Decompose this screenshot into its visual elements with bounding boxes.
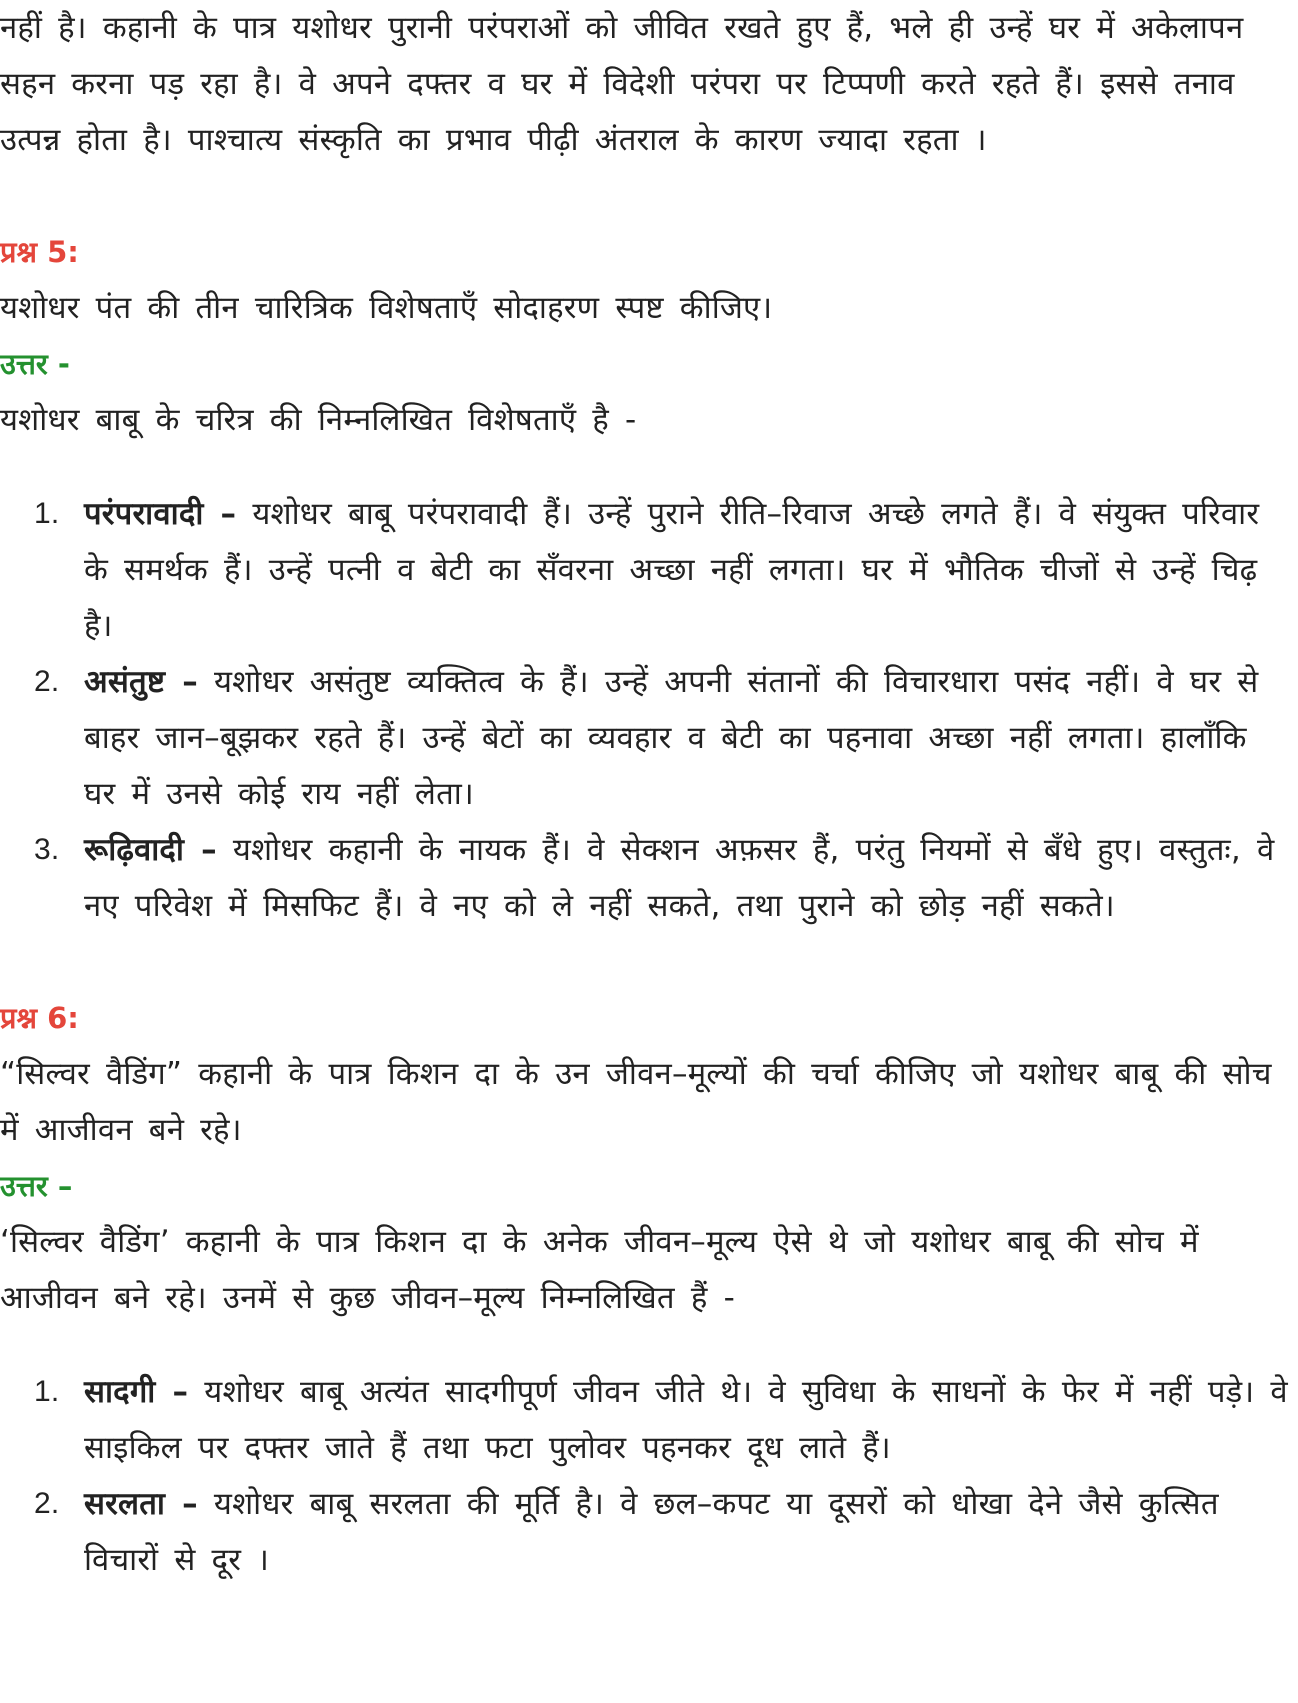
answer-6-intro: ‘सिल्वर वैडिंग’ कहानी के पात्र किशन दा के अनेक जीवन–मूल्य ऐसे थे जो यशोधर बाबू की सोच में आजीवन बने रहे। उनमें से कुछ जीवन–मूल्य निम्नलिखित हैं -: [0, 1224, 1199, 1316]
answer-5-intro: यशोधर बाबू के चरित्र की निम्नलिखित विशेषताएँ है -: [0, 402, 637, 438]
answer-6-list: [0, 1364, 1298, 1588]
list-item-number: 1.: [34, 1375, 60, 1408]
list-gap: [0, 448, 1298, 486]
answer-6-heading: उत्तर –: [0, 1169, 73, 1203]
list-item: [0, 1364, 1298, 1476]
question-5-heading: प्रश्न 5:: [0, 235, 79, 269]
list-item-text: यशोधर बाबू परंपरावादी हैं। उन्हें पुराने रीति–रिवाज अच्छे लगते हैं। वे संयुक्त परिवार के समर्थक हैं। उन्हें पत्नी व बेटी का सँवरना अच्छा नहीं लगता। घर में भौतिक चीजों से उन्हें चिढ़ है।: [84, 496, 1260, 644]
question-6-heading: प्रश्न 6:: [0, 1001, 79, 1035]
list-item-term: परंपरावादी –: [84, 496, 237, 532]
list-item-number: 2.: [34, 1487, 60, 1520]
list-item-term: रूढ़िवादी –: [84, 832, 217, 868]
list-item-term: सरलता –: [84, 1486, 198, 1522]
list-item-text: यशोधर बाबू अत्यंत सादगीपूर्ण जीवन जीते थे। वे सुविधा के साधनों के फेर में नहीं पड़े। वे साइकिल पर दफ्तर जाते हैं तथा फटा पुलोवर पहनकर दूध लाते हैं।: [84, 1374, 1288, 1466]
list-item-text: यशोधर असंतुष्ट व्यक्तित्व के हैं। उन्हें अपनी संतानों की विचारधारा पसंद नहीं। वे घर से बाहर जान–बूझकर रहते हैं। उन्हें बेटों का व्यवहार व बेटी का पहनावा अच्छा नहीं लगता। हालाँकि घर में उनसे कोई राय नहीं लेता।: [84, 664, 1259, 812]
list-item: [0, 486, 1298, 654]
section-gap: [0, 934, 1298, 990]
list-gap: [0, 1326, 1298, 1364]
list-item: [0, 654, 1298, 822]
list-item-term: असंतुष्ट –: [84, 664, 198, 700]
list-item-term: सादगी –: [84, 1374, 189, 1410]
question-5-text: यशोधर पंत की तीन चारित्रिक विशेषताएँ सोदाहरण स्पष्ट कीजिए।: [0, 290, 773, 326]
section-gap: [0, 168, 1298, 224]
answer-5-list: [0, 486, 1298, 934]
intro-paragraph: नहीं है। कहानी के पात्र यशोधर पुरानी परंपराओं को जीवित रखते हुए हैं, भले ही उन्हें घर में अकेलापन सहन करना पड़ रहा है। वे अपने दफ्तर व घर में विदेशी परंपरा पर टिप्पणी करते रहते हैं। इससे तनाव उत्पन्न होता है। पाश्चात्य संस्कृति का प्रभाव पीढ़ी अंतराल के कारण ज्यादा रहता ।: [0, 10, 1244, 158]
list-item-text: यशोधर कहानी के नायक हैं। वे सेक्शन अफ़सर हैं, परंतु नियमों से बँधे हुए। वस्तुतः, वे नए परिवेश में मिसफिट हैं। वे नए को ले नहीं सकते, तथा पुराने को छोड़ नहीं सकते।: [84, 832, 1275, 924]
question-6-text: “सिल्वर वैडिंग” कहानी के पात्र किशन दा के उन जीवन–मूल्यों की चर्चा कीजिए जो यशोधर बाबू की सोच में आजीवन बने रहे।: [0, 1056, 1272, 1148]
list-item-text: यशोधर बाबू सरलता की मूर्ति है। वे छल–कपट या दूसरों को धोखा देने जैसे कुत्सित विचारों से दूर ।: [84, 1486, 1219, 1578]
list-item-number: 3.: [34, 833, 60, 866]
list-item: [0, 822, 1298, 934]
list-item-number: 1.: [34, 497, 60, 530]
answer-5-heading: उत्तर -: [0, 347, 70, 381]
list-item-number: 2.: [34, 665, 60, 698]
list-item: [0, 1476, 1298, 1588]
